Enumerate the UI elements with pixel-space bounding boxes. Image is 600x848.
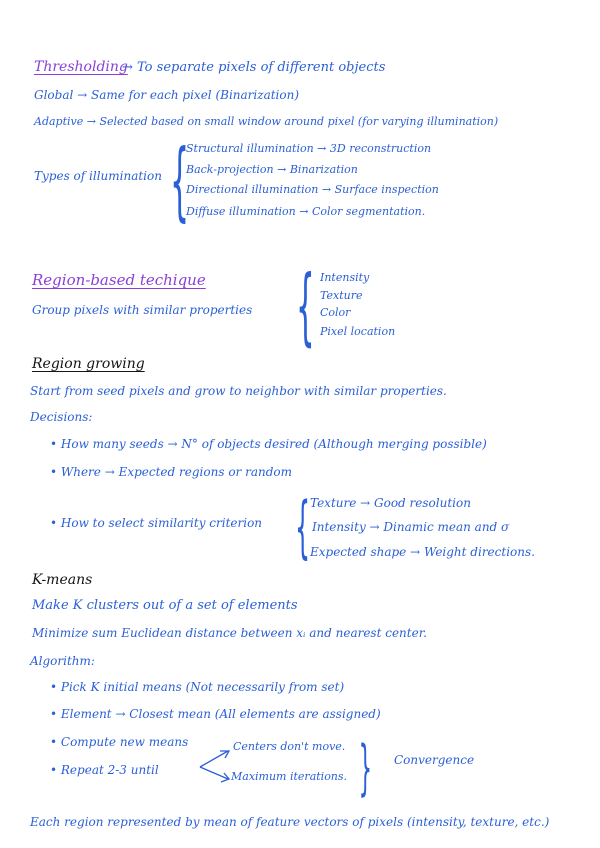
- until-option: Maximum iterations.: [231, 770, 348, 783]
- region-based-title: Region-based techique: [32, 271, 206, 289]
- algorithm-step: • Pick K initial means (Not necessarily from set): [50, 680, 345, 694]
- criteria-brace: {: [295, 488, 311, 567]
- region-based-description: Group pixels with similar properties: [32, 303, 253, 317]
- decision-item: • Where → Expected regions or random: [50, 465, 292, 479]
- property-item: Pixel location: [320, 325, 396, 338]
- global-line: Global → Same for each pixel (Binarization): [34, 88, 300, 102]
- region-growing-description: Start from seed pixels and grow to neighbor with similar properties.: [30, 384, 447, 398]
- footer-note: Each region represented by mean of feature vectors of pixels (intensity, texture, etc.): [30, 815, 550, 829]
- kmeans-title: K-means: [32, 572, 93, 588]
- similarity-criterion-label: • How to select similarity criterion: [50, 516, 263, 530]
- illumination-brace: {: [170, 131, 190, 231]
- region-growing-title: Region growing: [32, 356, 145, 372]
- criterion-item: Expected shape → Weight directions.: [310, 545, 535, 559]
- algorithm-step: • Element → Closest mean (All elements are assigned): [50, 707, 381, 721]
- property-item: Color: [320, 306, 351, 319]
- until-option: Centers don't move.: [233, 740, 346, 753]
- property-item: Texture: [320, 289, 363, 302]
- fork-arrows: [198, 748, 234, 784]
- criterion-item: Intensity → Dinamic mean and σ: [312, 520, 510, 534]
- illumination-type-item: Back-projection → Binarization: [186, 163, 358, 176]
- criterion-item: Texture → Good resolution: [310, 496, 471, 510]
- algorithm-label: Algorithm:: [30, 654, 95, 668]
- illumination-type-item: Diffuse illumination → Color segmentation.: [186, 205, 426, 218]
- thresholding-definition: → To separate pixels of different objects: [122, 60, 386, 75]
- illumination-types-label: Types of illumination: [34, 169, 162, 183]
- illumination-type-item: Structural illumination → 3D reconstruction: [186, 142, 432, 155]
- decisions-label: Decisions:: [30, 410, 93, 424]
- property-item: Intensity: [320, 271, 370, 284]
- convergence-brace: {: [358, 733, 372, 803]
- properties-brace: {: [296, 257, 315, 355]
- kmeans-line: Minimize sum Euclidean distance between xᵢ and nearest center.: [32, 626, 427, 640]
- illumination-type-item: Directional illumination → Surface inspection: [186, 183, 439, 196]
- kmeans-line: Make K clusters out of a set of elements: [32, 598, 298, 613]
- decision-item: • How many seeds → N° of objects desired (Although merging possible): [50, 437, 487, 451]
- thresholding-title: Thresholding: [34, 59, 128, 75]
- algorithm-step: • Repeat 2-3 until: [50, 763, 159, 777]
- algorithm-step: • Compute new means: [50, 735, 189, 749]
- convergence-label: Convergence: [394, 753, 475, 767]
- adaptive-line: Adaptive → Selected based on small window around pixel (for varying illumination): [34, 115, 499, 128]
